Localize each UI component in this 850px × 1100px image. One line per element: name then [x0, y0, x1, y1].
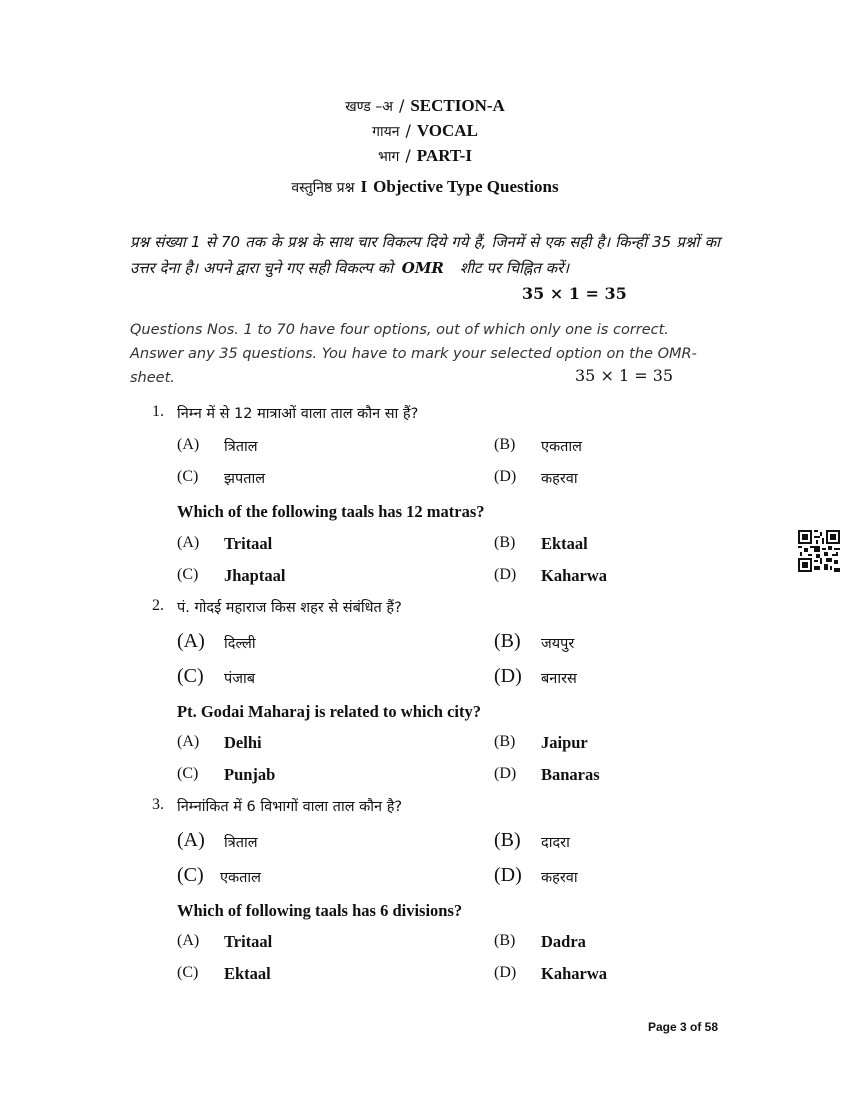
option-text: Kaharwa [541, 964, 607, 983]
option-text: त्रिताल [224, 835, 258, 851]
option-text: Ektaal [541, 534, 588, 553]
separator: / [398, 96, 405, 115]
option-text: दिल्ली [224, 636, 256, 652]
option-label: (D) [494, 964, 517, 981]
option-text: Jaipur [541, 733, 588, 752]
marks-english: 35 × 1 = 35 [575, 366, 674, 385]
option-label: (C) [177, 964, 199, 981]
option-text: दादरा [541, 835, 570, 851]
option-label: (D) [494, 665, 522, 687]
option-label: (C) [177, 566, 199, 583]
option-label: (B) [494, 534, 516, 551]
subject-hindi: गायन [372, 124, 400, 140]
option-label: (A) [177, 932, 200, 949]
option-text: कहरवा [541, 471, 578, 487]
option-text: Tritaal [224, 534, 273, 553]
option-label: (C) [177, 864, 204, 886]
omr-label: OMR [401, 259, 444, 277]
option-label: (A) [177, 534, 200, 551]
marks-hindi: 35 × 1 = 35 [522, 284, 627, 303]
option-label: (D) [494, 468, 517, 485]
option-text: एकताल [220, 870, 262, 886]
page-number: Page 3 of 58 [648, 1020, 719, 1034]
part-hindi: भाग [378, 149, 400, 165]
question-text-hindi: निम्न में से 12 मात्राओं वाला ताल कौन सा हैं? [177, 406, 419, 422]
type-english: Objective Type Questions [373, 177, 559, 196]
option-text: Delhi [224, 733, 262, 752]
option-label: (B) [494, 829, 521, 851]
option-text: बनारस [541, 671, 577, 687]
option-label: (D) [494, 864, 522, 886]
question-text-hindi: निम्नांकित में 6 विभागों वाला ताल कौन है? [177, 799, 403, 815]
option-label: (C) [177, 665, 204, 687]
subject-english: VOCAL [416, 121, 478, 140]
qr-code-icon [798, 530, 840, 572]
option-label: (A) [177, 436, 200, 453]
option-text: जयपुर [541, 636, 575, 652]
instructions-hindi-tail: शीट पर चिह्नित करें। [459, 259, 570, 277]
option-text: Ektaal [224, 964, 271, 983]
type-hindi: वस्तुनिष्ठ प्रश्न [291, 180, 355, 196]
question-type-heading [0, 177, 850, 197]
subject-heading [0, 121, 850, 141]
option-label: (C) [177, 468, 199, 485]
option-label: (D) [494, 566, 517, 583]
option-label: (A) [177, 829, 205, 851]
option-text: Kaharwa [541, 566, 607, 585]
question-text-english: Which of the following taals has 12 matras? [177, 502, 485, 521]
question-number: 2. [152, 597, 164, 614]
part-heading [0, 146, 850, 166]
option-label: (B) [494, 932, 516, 949]
instructions-hindi [130, 229, 720, 281]
option-text: पंजाब [224, 671, 256, 687]
separator: / [405, 121, 411, 140]
option-label: (A) [177, 630, 205, 652]
option-text: झपताल [224, 471, 266, 487]
option-text: एकताल [541, 439, 583, 455]
option-label: (C) [177, 765, 199, 782]
question-text-hindi: पं. गोदई महाराज किस शहर से संबंधित हैं? [177, 600, 402, 616]
instructions-hindi-text: प्रश्न संख्या 1 से 70 तक के प्रश्न के साथ चार विकल्प दिये गये हैं, जिनमें से एक सही है। किन्हीं 35 प्रश्नों का उत्तर देना है। अपने द्वारा चुने गए सही विकल्प को [130, 233, 720, 277]
question-number: 3. [152, 796, 164, 813]
option-text: Punjab [224, 765, 276, 784]
option-text: कहरवा [541, 870, 578, 886]
part-english: PART-I [416, 146, 472, 165]
section-heading [0, 96, 850, 116]
question-text-english: Pt. Godai Maharaj is related to which city? [177, 702, 481, 721]
option-text: Jhaptaal [224, 566, 286, 585]
section-english: SECTION-A [410, 96, 505, 115]
option-label: (B) [494, 630, 521, 652]
option-text: Dadra [541, 932, 586, 951]
question-number: 1. [152, 403, 164, 420]
option-label: (B) [494, 436, 516, 453]
option-label: (B) [494, 733, 516, 750]
option-label: (D) [494, 765, 517, 782]
question-text-english: Which of following taals has 6 divisions? [177, 901, 463, 920]
option-label: (A) [177, 733, 200, 750]
instructions-english: Questions Nos. 1 to 70 have four options, out of which only one is correct. Answer any 35 questions. You have to mark your selected option on the OMR-sheet. [130, 322, 697, 386]
option-text: Banaras [541, 765, 600, 784]
option-text: त्रिताल [224, 439, 258, 455]
section-hindi: खण्ड –अ [345, 99, 393, 115]
option-text: Tritaal [224, 932, 273, 951]
separator: / [405, 146, 411, 165]
type-separator: I [360, 177, 368, 196]
